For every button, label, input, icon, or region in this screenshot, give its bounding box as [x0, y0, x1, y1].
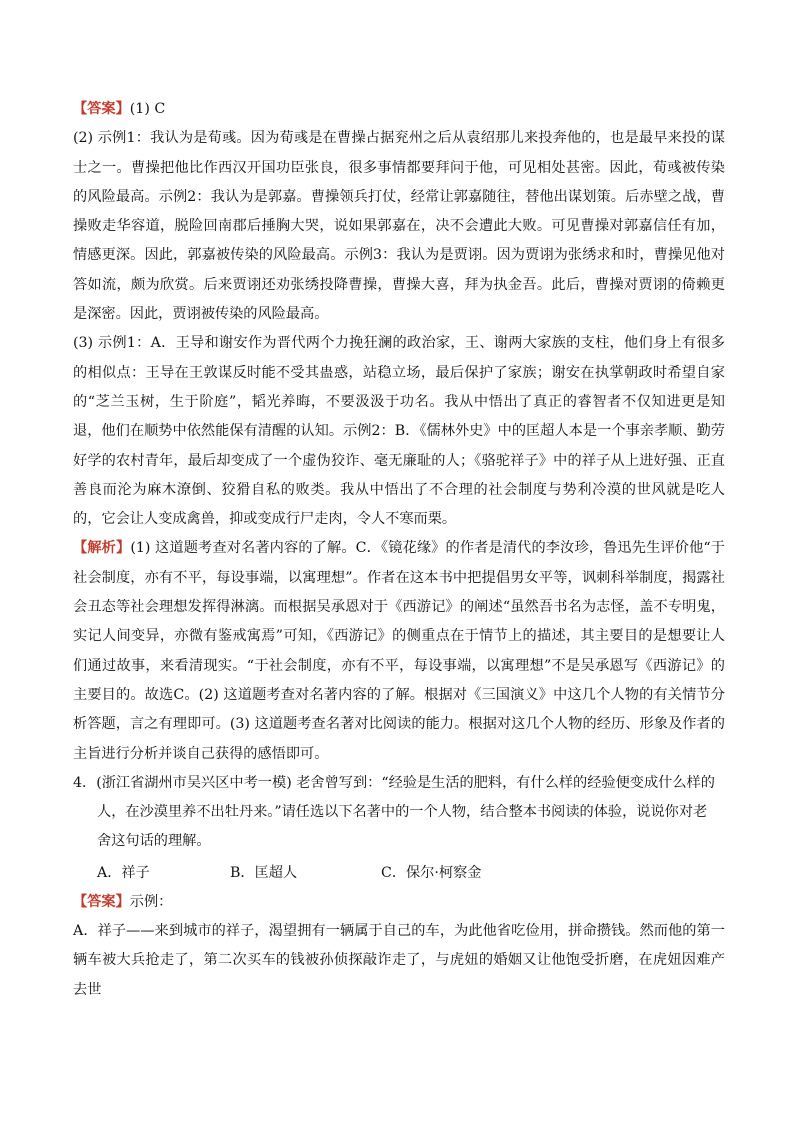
answer-part-1: (1) C: [129, 101, 166, 117]
answer-2-label: 示例：: [129, 893, 173, 910]
option-c: C．保尔·柯察金: [381, 864, 482, 881]
option-b: B．匡超人: [230, 864, 298, 881]
answer-2-text: A．祥子——来到城市的祥子，渴望拥有一辆属于自己的车，为此他省吃俭用，拼命攒钱。然而他的第一辆车被大兵抢走了，第二次买车的钱被孙侦探敲诈走了，与虎妞的婚姻又让他饱受折磨，在虎妞因难产去世: [73, 923, 725, 998]
analysis-tag: 【解析】: [73, 540, 131, 557]
answer-part-2: (2) 示例1：我认为是荀彧。因为荀彧是在曹操占据兖州之后从袁绍那儿来投奔他的，也是最早来投的谋士之一。曹操把他比作西汉开国功臣张良，很多事情都要拜问于他，可见相处甚密。因此，荀彧被传染的风险最高。示例2：我认为是郭嘉。曹操领兵打仗，经常让郭嘉随往，替他出谋划策。后赤壁之战，曹操败走华容道，脱险回南郡后捶胸大哭，说如果郭嘉在，决不会遭此大败。可见曹操对郭嘉信任有加，情感更深。因此，郭嘉被传染的风险最高。示例3：我认为是贾诩。因为贾诩为张绣求和时，曹操见他对答如流，颇为欣赏。后来贾诩还劝张绣投降曹操，曹操大喜，拜为执金吾。此后，曹操对贾诩的倚赖更是深密。因此，贾诩被传染的风险最高。: [73, 130, 725, 323]
answer-part-3: (3) 示例1：A．王导和谢安作为晋代两个力挽狂澜的政治家，王、谢两大家族的支柱，他们身上有很多的相似点：王导在王敦谋反时能不受其蛊惑，站稳立场，最后保护了家族；谢安在执掌朝政时希望自家的“芝兰玉树，生于阶庭”，韬光养晦，不要汲汲于功名。我从中悟出了真正的睿智者不仅知进更是知退，他们在顺势中依然能保有清醒的认知。示例2：B．《儒林外史》中的匡超人本是一个事亲孝顺、勤劳好学的农村青年，最后却变成了一个虚伪狡诈、毫无廉耻的人；《骆驼祥子》中的祥子从上进好强、正直善良而沦为麻木潦倒、狡猾自私的败类。我从中悟出了不合理的社会制度与势利冷漠的世风就是吃人的，它会让人变成禽兽，抑或变成行尸走肉，令人不寒而栗。: [73, 335, 725, 528]
question-4-options: [73, 859, 725, 888]
question-4-line-1: 4．(浙江省湖州市吴兴区中考一模) 老舍曾写到：“经验是生活的肥料，有什么样的经验便变成什么样的: [73, 774, 715, 791]
analysis-paragraph: [73, 534, 725, 768]
answer-tag: 【答案】: [73, 101, 130, 117]
analysis-text: (1) 这道题考查对名著内容的了解。C．《镜花缘》的作者是清代的李汝珍，鲁迅先生评价他“于社会制度，亦有不平，每设事端，以寓理想”。作者在这本书中把提倡男女平等，讽刺科举制度，揭露社会丑态等社会理想发挥得淋漓。而根据吴承恩对于《西游记》的阐述“虽然吾书名为志怪，盖不专明鬼，实记人间变异，亦微有鉴戒寓焉”可知，《西游记》的侧重点在于情节上的描述，其主要目的是想要让人们通过故事，来看清现实。“于社会制度，亦有不平，每设事端，以寓理想”不是吴承恩写《西游记》的主要目的。故选C。(2) 这道题考查对名著内容的了解。根据对《三国演义》中这几个人物的有关情节分析答题，言之有理即可。(3) 这道题考查名著对比阅读的能力。根据对这几个人物的经历、形象及作者的主旨进行分析并谈自己获得的感悟即可。: [73, 540, 725, 762]
option-a: A．祥子: [97, 864, 150, 881]
answer-2-header: [73, 888, 725, 917]
document-content: [73, 95, 725, 1005]
answer-line-1: [73, 95, 725, 124]
question-4-line-3: 舍这句话的理解。: [97, 833, 211, 850]
answer-2-tag: 【答案】: [73, 893, 130, 910]
question-4-line-2: 人，在沙漠里养不出牡丹来。”请任选以下名著中的一个人物，结合整本书阅读的体验，说说你对老: [97, 804, 708, 821]
